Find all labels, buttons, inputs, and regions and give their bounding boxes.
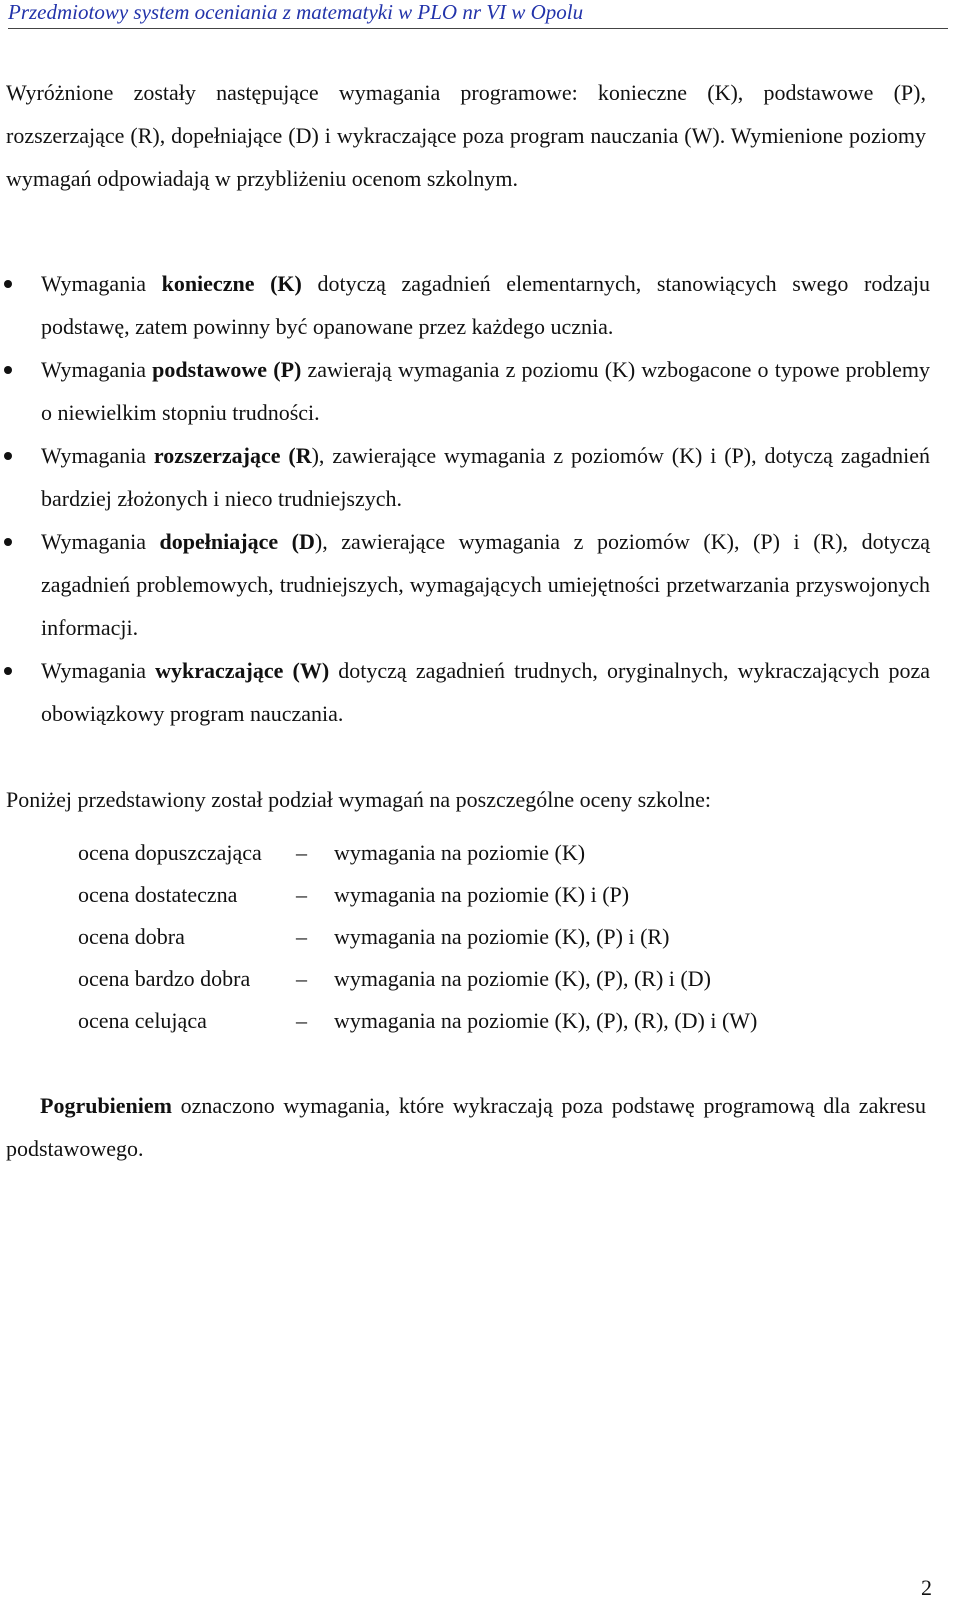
requirement-item-k	[0, 262, 930, 348]
requirement-prefix: Wymagania	[41, 271, 162, 296]
grade-row	[78, 874, 757, 916]
grade-row	[78, 1000, 757, 1042]
note-bold-term: Pogrubieniem	[40, 1093, 172, 1118]
page-number: 2	[921, 1575, 932, 1600]
grade-name: ocena dopuszczająca	[78, 840, 262, 865]
requirement-item-p	[0, 348, 930, 434]
bullet-icon	[4, 667, 12, 675]
requirement-description: zawierają wymagania z poziomu (K) wzbogacone o typowe problemy o niewielkim stopniu trudności.	[41, 357, 930, 425]
requirement-term: wykraczające (W)	[155, 658, 330, 683]
bullet-icon	[4, 280, 12, 288]
page-header	[8, 0, 948, 29]
grade-requirement: wymagania na poziomie (K), (P), (R), (D) i (W)	[334, 1008, 758, 1033]
requirement-prefix: Wymagania	[41, 658, 156, 683]
requirement-item-r	[0, 434, 930, 520]
header-title: Przedmiotowy system oceniania z matematyki w PLO nr VI w Opolu	[8, 0, 584, 24]
grade-requirement: wymagania na poziomie (K) i (P)	[334, 882, 630, 907]
grade-row	[78, 958, 757, 1000]
requirements-list	[0, 262, 930, 735]
grades-intro: Poniżej przedstawiony został podział wymagań na poszczególne oceny szkolne:	[6, 787, 711, 812]
grade-name: ocena bardzo dobra	[78, 966, 251, 991]
grade-dash: –	[296, 882, 307, 907]
requirement-prefix: Wymagania	[41, 357, 153, 382]
bullet-icon	[4, 452, 12, 460]
requirement-term: podstawowe (P)	[152, 357, 302, 382]
grades-table	[78, 832, 757, 1042]
grade-name: ocena dostateczna	[78, 882, 238, 907]
grade-dash: –	[296, 966, 307, 991]
intro-paragraph: Wyróżnione zostały następujące wymagania programowe: konieczne (K), podstawowe (P), rozszerzające (R), dopełniające (D) i wykraczające poza program nauczania (W). Wymienione poziomy wymagań odpowiadają w przybliżeniu ocenom szkolnym.	[6, 80, 926, 191]
grade-dash: –	[296, 840, 307, 865]
grade-requirement: wymagania na poziomie (K)	[334, 840, 586, 865]
requirement-item-d	[0, 520, 930, 649]
requirement-term: konieczne (K)	[161, 271, 302, 296]
grade-row	[78, 916, 757, 958]
requirement-description: dotyczą zagadnień trudnych, oryginalnych, wykraczających poza obowiązkowy program nauczania.	[41, 658, 930, 726]
grade-requirement: wymagania na poziomie (K), (P), (R) i (D)	[334, 966, 711, 991]
requirement-term: dopełniające (D	[159, 529, 315, 554]
bold-note	[6, 1084, 926, 1170]
grade-dash: –	[296, 924, 307, 949]
grade-requirement: wymagania na poziomie (K), (P) i (R)	[334, 924, 670, 949]
grade-row	[78, 832, 757, 874]
bullet-icon	[4, 538, 12, 546]
requirement-description: dotyczą zagadnień elementarnych, stanowiących swego rodzaju podstawę, zatem powinny być opanowane przez każdego ucznia.	[41, 271, 930, 339]
requirement-description: ), zawierające wymagania z poziomów (K), (P) i (R), dotyczą zagadnień problemowych, trudniejszych, wymagających umiejętności przetwarzania przyswojonych informacji.	[41, 529, 931, 640]
requirement-term: rozszerzające (R	[153, 443, 312, 468]
requirement-description: ), zawierające wymagania z poziomów (K) i (P), dotyczą zagadnień bardziej złożonych i nieco trudniejszych.	[41, 443, 930, 511]
grade-dash: –	[296, 1008, 307, 1033]
requirement-item-w	[0, 649, 930, 735]
requirement-prefix: Wymagania	[41, 529, 160, 554]
requirement-prefix: Wymagania	[41, 443, 154, 468]
note-text: oznaczono wymagania, które wykraczają poza podstawę programową dla zakresu podstawowego.	[6, 1093, 926, 1161]
grade-name: ocena celująca	[78, 1008, 207, 1033]
bullet-icon	[4, 366, 12, 374]
grade-name: ocena dobra	[78, 924, 185, 949]
